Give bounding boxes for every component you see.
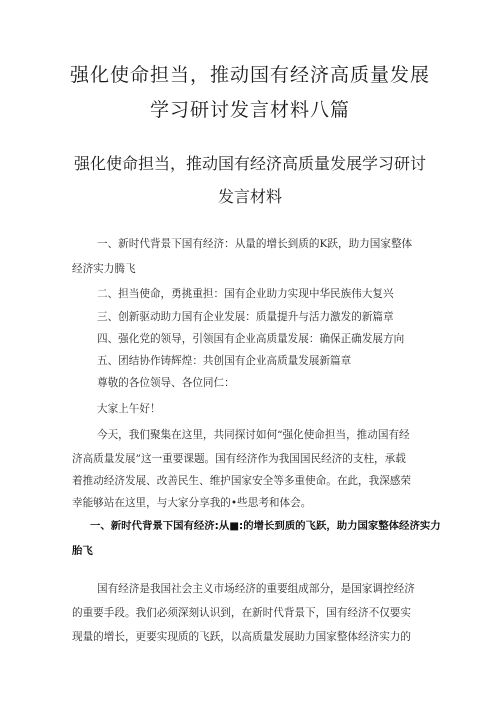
salutation: 尊敬的各位领导、各位同仁：: [97, 377, 235, 389]
outline-item-1-cont: 经济实力腾飞: [72, 263, 136, 275]
section-1-body-line-1: 国有经济是我国社会主义市场经济的重要组成部分，是国家调控经济: [97, 583, 415, 595]
section-1-body-line-2: 的重要手段。我们必须深刻认识到，在新时代背景下，国有经济不仅要实: [72, 607, 411, 619]
intro-paragraph-line-4: 幸能够站在这里，与大家分享我的•些思考和体会。: [72, 497, 312, 509]
intro-paragraph-line-1: 今天，我们聚集在这里，共同探讨如何“强化使命担当，推动国有经: [97, 429, 410, 441]
outline-item-3: 三、创新驱动助力国有企业发展：质量提升与活力激发的新篇章: [97, 311, 394, 323]
document-title-line-1: 强化使命担当，推动国有经济高质量发展: [69, 64, 430, 86]
outline-item-4: 四、强化党的领导，引领国有企业高质量发展：确保正确发展方向: [97, 333, 405, 345]
section-title-line-2: 发言材料: [217, 187, 282, 206]
intro-paragraph-line-2: 济高质量发展”这一重要课题。国有经济作为我国国民经济的支柱，承载: [72, 453, 406, 465]
greeting: 大家上午好！: [97, 403, 161, 415]
document-title-line-2: 学习研讨发言材料八篇: [149, 99, 350, 121]
outline-item-5: 五、团结协作铸辉煌：共创国有企业高质量发展新篇章: [97, 355, 352, 367]
outline-item-1: 一、新时代背景下国有经济：从量的增长到质的K跃，助力国家整体: [97, 238, 413, 250]
section-1-heading-line-1: 一、新时代背景下国有经济:从■:的增长到质的飞跃，助力国家整体经济实力: [90, 520, 441, 532]
section-title-line-1: 强化使命担当，推动国有经济高质量发展学习研讨: [73, 154, 426, 173]
section-1-body-line-3: 现量的增长，更要实现质的飞跃，以高质量发展助力国家整体经济实力的: [72, 631, 411, 643]
outline-item-2: 二、担当使命，勇挑重担：国有企业助力实现中华民族伟大复兴: [97, 288, 394, 300]
intro-paragraph-line-3: 着推动经济发展、改善民生、维护国家安全等多重使命。在此，我深感荣: [72, 475, 411, 487]
section-1-heading-line-2: 胎飞: [72, 545, 93, 557]
